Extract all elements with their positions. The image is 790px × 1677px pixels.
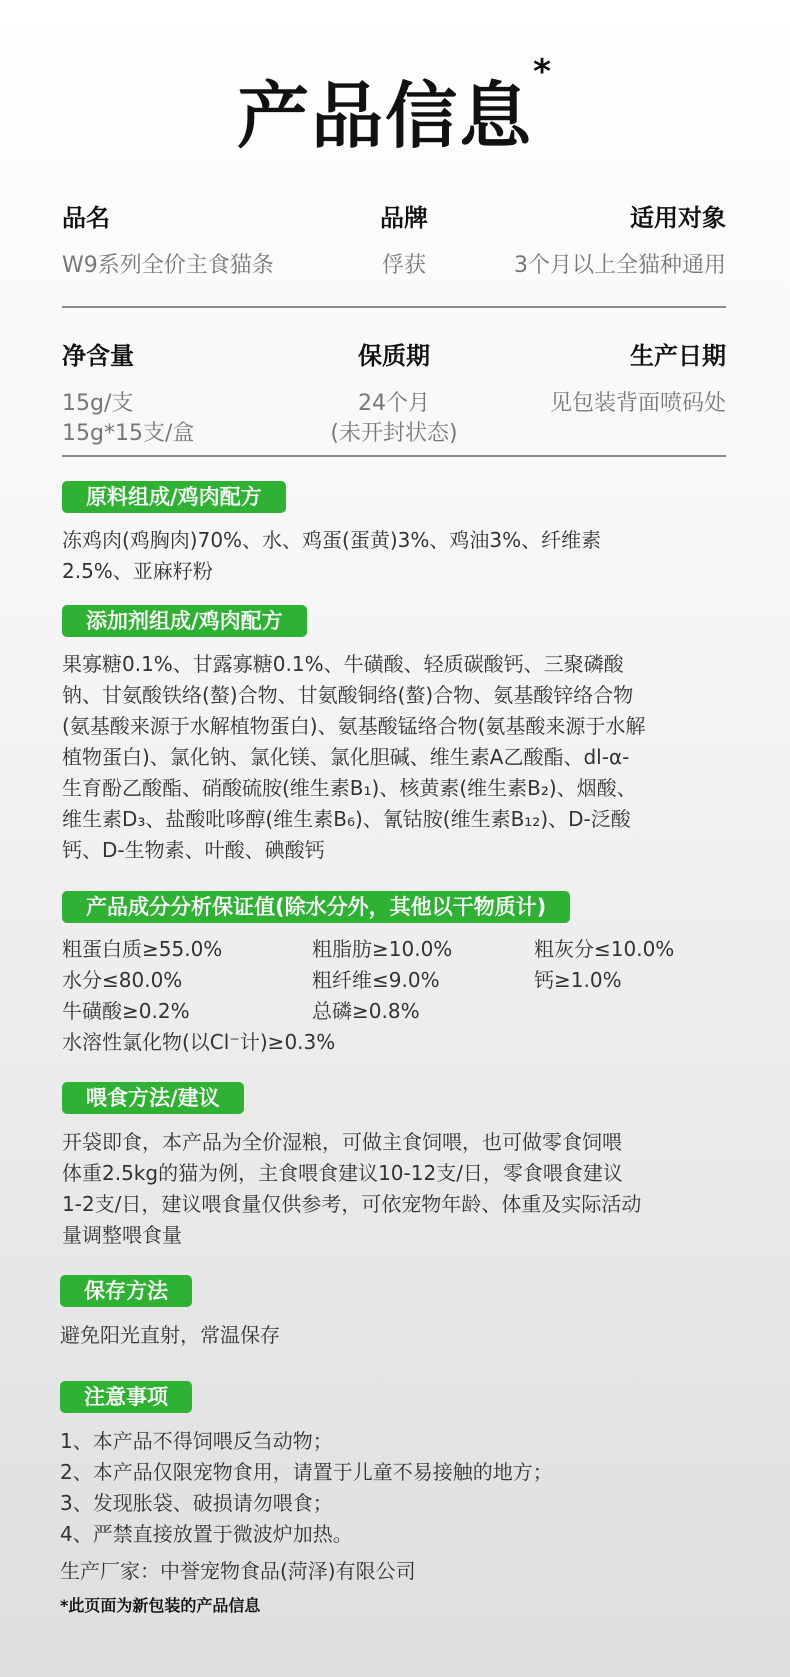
feeding-line: 体重2.5kg的猫为例，主食喂食建议10-12支/日，零食喂食建议 bbox=[62, 1161, 623, 1185]
analysis-cell: 粗灰分≤10.0% bbox=[534, 937, 675, 961]
additives-text bbox=[62, 649, 732, 866]
shelf-life-value bbox=[330, 389, 457, 449]
net-content-label: 净含量 bbox=[62, 342, 134, 370]
analysis-row bbox=[62, 934, 742, 965]
feeding-line: 1-2支/日，建议喂食量仅供参考，可依宠物年龄、体重及实际活动 bbox=[62, 1192, 642, 1216]
analysis-cell: 粗蛋白质≥55.0% bbox=[62, 937, 223, 961]
feeding-line: 量调整喂食量 bbox=[62, 1223, 182, 1247]
net-content-line-2: 15g*15支/盒 bbox=[62, 421, 195, 446]
additives-line: 钙、D-生物素、叶酸、碘酸钙 bbox=[62, 838, 325, 862]
target-label: 适用对象 bbox=[630, 204, 726, 232]
shelf-life-line-1: 24个月 bbox=[357, 391, 430, 416]
section-tag-additives: 添加剂组成/鸡肉配方 bbox=[62, 605, 307, 637]
production-date-label: 生产日期 bbox=[630, 342, 726, 370]
analysis-row bbox=[62, 1027, 742, 1058]
notice-item: 2、本产品仅限宠物食用，请置于儿童不易接触的地方； bbox=[60, 1460, 553, 1484]
notice-item: 1、本产品不得饲喂反刍动物； bbox=[60, 1429, 333, 1453]
product-name-label: 品名 bbox=[62, 204, 110, 232]
shelf-life-label: 保质期 bbox=[357, 342, 430, 370]
section-tag-ingredients: 原料组成/鸡肉配方 bbox=[62, 481, 286, 513]
analysis-row bbox=[62, 965, 742, 996]
analysis-cell: 粗脂肪≥10.0% bbox=[312, 937, 453, 961]
section-tag-feeding: 喂食方法/建议 bbox=[62, 1082, 244, 1114]
additives-line: 植物蛋白)、氯化钠、氯化镁、氯化胆碱、维生素A乙酸酯、dl-α- bbox=[62, 745, 630, 769]
target-value: 3个月以上全猫种通用 bbox=[514, 253, 726, 278]
analysis-cell: 粗纤维≤9.0% bbox=[312, 968, 440, 992]
analysis-cell: 水溶性氯化物(以Cl⁻计)≥0.3% bbox=[62, 1030, 336, 1054]
shelf-life-line-2: (未开封状态) bbox=[330, 421, 458, 446]
production-date-value: 见包装背面喷码处 bbox=[549, 391, 726, 416]
ingredients-text bbox=[62, 525, 732, 587]
analysis-grid bbox=[62, 934, 742, 1058]
ingredients-line: 2.5%、亚麻籽粉 bbox=[62, 559, 213, 583]
product-name-value: W9系列全价主食猫条 bbox=[62, 253, 274, 278]
additives-line: 果寡糖0.1%、甘露寡糖0.1%、牛磺酸、轻质碳酸钙、三聚磷酸 bbox=[62, 652, 624, 676]
storage-line: 避免阳光直射，常温保存 bbox=[60, 1323, 280, 1347]
analysis-cell: 总磷≥0.8% bbox=[312, 999, 420, 1023]
additives-line: (氨基酸来源于水解植物蛋白)、氨基酸锰络合物(氨基酸来源于水解 bbox=[62, 714, 646, 738]
divider-1 bbox=[62, 306, 726, 308]
analysis-cell: 水分≤80.0% bbox=[62, 968, 183, 992]
divider-2 bbox=[62, 455, 726, 457]
additives-line: 维生素D₃、盐酸吡哆醇(维生素B₆)、氰钴胺(维生素B₁₂)、D-泛酸 bbox=[62, 807, 631, 831]
brand-label: 品牌 bbox=[380, 204, 428, 232]
section-tag-analysis: 产品成分分析保证值(除水分外，其他以干物质计) bbox=[62, 891, 570, 923]
section-tag-notice: 注意事项 bbox=[60, 1381, 192, 1413]
notice-list bbox=[60, 1426, 553, 1550]
analysis-row bbox=[62, 996, 742, 1027]
analysis-cell: 钙≥1.0% bbox=[534, 968, 622, 992]
section-tag-storage: 保存方法 bbox=[60, 1275, 192, 1307]
page-title: 产品信息* bbox=[237, 52, 553, 158]
brand-value: 俘获 bbox=[381, 253, 426, 278]
net-content-line-1: 15g/支 bbox=[62, 391, 134, 416]
footnote: *此页面为新包装的产品信息 bbox=[60, 1596, 261, 1615]
title-asterisk: * bbox=[533, 52, 553, 92]
target-block bbox=[514, 198, 726, 281]
production-date-block bbox=[550, 336, 726, 419]
analysis-cell: 牛磺酸≥0.2% bbox=[62, 999, 190, 1023]
feeding-text bbox=[62, 1127, 732, 1251]
notice-item: 3、发现胀袋、破损请勿喂食； bbox=[60, 1491, 333, 1515]
ingredients-line: 冻鸡肉(鸡胸肉)70%、水、鸡蛋(蛋黄)3%、鸡油3%、纤维素 bbox=[62, 528, 602, 552]
notice-item: 4、严禁直接放置于微波炉加热。 bbox=[60, 1522, 353, 1546]
storage-text bbox=[60, 1320, 730, 1351]
manufacturer: 生产厂家：中誉宠物食品(菏泽)有限公司 bbox=[60, 1559, 416, 1583]
additives-line: 生育酚乙酸酯、硝酸硫胺(维生素B₁)、核黄素(维生素B₂)、烟酸、 bbox=[62, 776, 637, 800]
feeding-line: 开袋即食，本产品为全价湿粮，可做主食饲喂，也可做零食饲喂 bbox=[62, 1130, 622, 1154]
additives-line: 钠、甘氨酸铁络(螯)合物、甘氨酸铜络(螯)合物、氨基酸锌络合物 bbox=[62, 683, 634, 707]
